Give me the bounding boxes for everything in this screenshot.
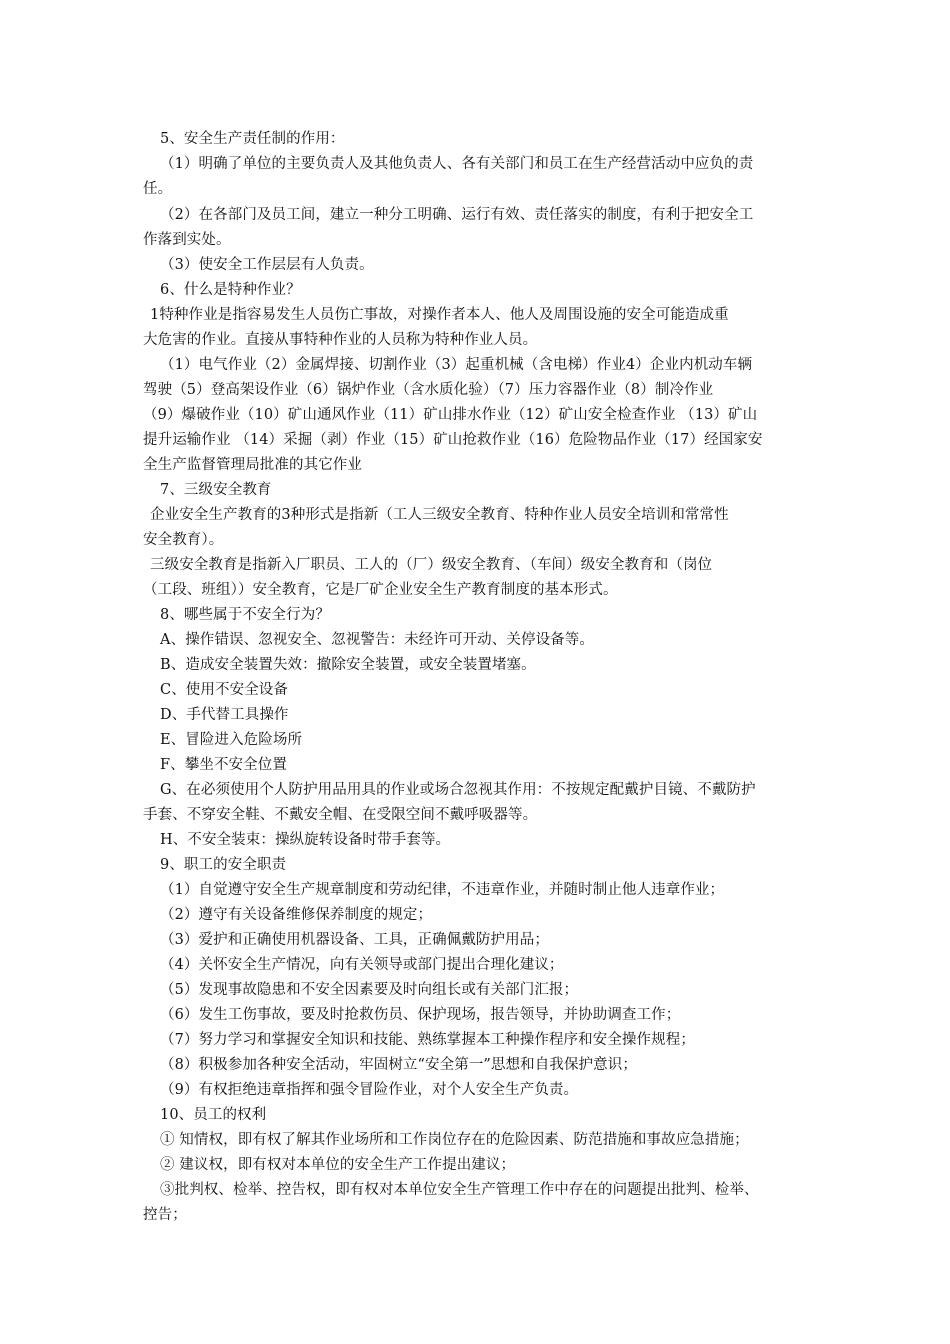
heading-7: 7、三级安全教育 bbox=[160, 482, 272, 498]
list-item: ① 知情权，即有权了解其作业场所和工作岗位存在的危险因素、防范措施和事故应急措施； bbox=[160, 1132, 749, 1148]
paragraph-line: 全生产监督管理局批准的其它作业 bbox=[143, 457, 362, 473]
paragraph-line: 任。 bbox=[143, 181, 173, 197]
paragraph-line: 安全教育）。 bbox=[143, 532, 224, 548]
heading-6: 6、什么是特种作业？ bbox=[160, 282, 301, 298]
list-item: E、冒险进入危险场所 bbox=[160, 732, 303, 748]
heading-10: 10、员工的权利 bbox=[160, 1107, 267, 1123]
paragraph-line: （工段、班组））安全教育，它是厂矿企业安全生产教育制度的基本形式。 bbox=[143, 582, 618, 598]
list-item: （1）自觉遵守安全生产规章制度和劳动纪律，不违章作业，并随时制止他人违章作业； bbox=[160, 882, 725, 898]
heading-9: 9、职工的安全职责 bbox=[160, 857, 287, 873]
list-item: D、手代替工具操作 bbox=[160, 707, 289, 723]
paragraph-line: 作落到实处。 bbox=[143, 232, 231, 248]
paragraph-line: 大危害的作业。直接从事特种作业的人员称为特种作业人员。 bbox=[143, 332, 538, 348]
list-item: A、操作错误、忽视安全、忽视警告：未经许可开动、关停设备等。 bbox=[160, 632, 594, 648]
paragraph-line: 手套、不穿安全鞋、不戴安全帽、在受限空间不戴呼吸器等。 bbox=[143, 807, 538, 823]
list-item: （7）努力学习和掌握安全知识和技能、熟练掌握本工种操作程序和安全操作规程； bbox=[160, 1032, 695, 1048]
paragraph-line: 提升运输作业 （14）采掘（剥）作业（15）矿山抢救作业（16）危险物品作业（17）经国家安 bbox=[143, 432, 763, 448]
paragraph-line: 三级安全教育是指新入厂职员、工人的（厂）级安全教育、（车间）级安全教育和（岗位 bbox=[150, 557, 713, 573]
list-item: （9）有权拒绝违章指挥和强令冒险作业，对个人安全生产负责。 bbox=[160, 1082, 579, 1098]
list-item: （8）积极参加各种安全活动，牢固树立“安全第一”思想和自我保护意识； bbox=[160, 1057, 637, 1073]
list-item: （3）爱护和正确使用机器设备、工具，正确佩戴防护用品； bbox=[160, 932, 549, 948]
list-item: （5）发现事故隐患和不安全因素要及时向组长或有关部门汇报； bbox=[160, 982, 579, 998]
heading-8: 8、哪些属于不安全行为？ bbox=[160, 607, 330, 623]
list-item: ② 建议权，即有权对本单位的安全生产工作提出建议； bbox=[160, 1157, 516, 1173]
list-item: ③批判权、检举、控告权，即有权对本单位安全生产管理工作中存在的问题提出批判、检举、 bbox=[160, 1182, 759, 1198]
heading-5: 5、安全生产责任制的作用： bbox=[160, 131, 345, 147]
paragraph-line: （1）明确了单位的主要负责人及其他负责人、各有关部门和员工在生产经营活动中应负的责 bbox=[160, 156, 754, 172]
list-item: B、造成安全装置失效：撤除安全装置，或安全装置堵塞。 bbox=[160, 657, 536, 673]
paragraph-line: 1特种作业是指容易发生人员伤亡事故，对操作者本人、他人及周围设施的安全可能造成重 bbox=[150, 307, 729, 323]
list-item: G、在必须使用个人防护用品用具的作业或场合忽视其作用：不按规定配戴护目镜、不戴防护 bbox=[160, 782, 756, 798]
paragraph-line: 企业安全生产教育的3种形式是指新（工人三级安全教育、特种作业人员安全培训和常常性 bbox=[150, 507, 729, 523]
list-item: H、不安全装束：操纵旋转设备时带手套等。 bbox=[160, 832, 451, 848]
paragraph-line: 控告； bbox=[143, 1207, 187, 1223]
list-item: C、使用不安全设备 bbox=[160, 682, 288, 698]
paragraph-line: （9）爆破作业（10）矿山通风作业（11）矿山排水作业（12）矿山安全检查作业 （13）矿山 bbox=[143, 407, 758, 423]
list-item: F、攀坐不安全位置 bbox=[160, 757, 287, 773]
paragraph-line: （2）在各部门及员工间，建立一种分工明确、运行有效、责任落实的制度，有利于把安全工 bbox=[160, 207, 754, 223]
paragraph-line: （3）使安全工作层层有人负责。 bbox=[160, 257, 374, 273]
list-item: （2）遵守有关设备维修保养制度的规定； bbox=[160, 907, 433, 923]
list-item: （4）关怀安全生产情况，向有关领导或部门提出合理化建议； bbox=[160, 957, 564, 973]
paragraph-line: 驾驶（5）登高架设作业（6）锅炉作业（含水质化验）（7）压力容器作业（8）制冷作业 bbox=[143, 382, 714, 398]
paragraph-line: （1）电气作业（2）金属焊接、切割作业（3）起重机械（含电梯）作业4）企业内机动车辆 bbox=[160, 357, 753, 373]
list-item: （6）发生工伤事故，要及时抢救伤员、保护现场，报告领导，并协助调查工作； bbox=[160, 1007, 681, 1023]
